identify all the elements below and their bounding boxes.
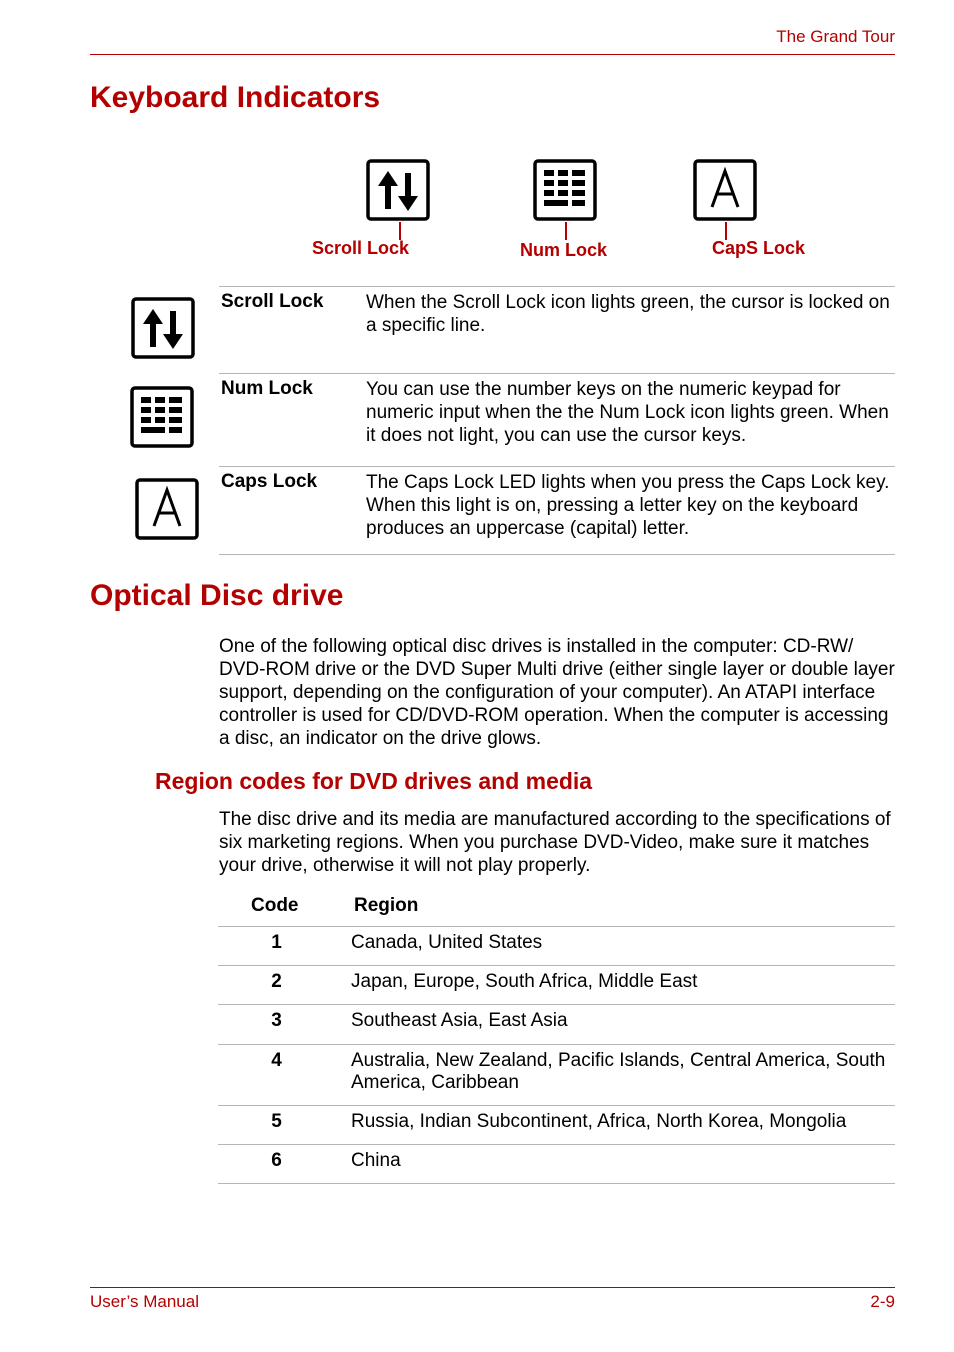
indicator-term: Scroll Lock xyxy=(221,291,324,312)
keyboard-indicators-heading: Keyboard Indicators xyxy=(90,81,381,114)
region-name: Russia, Indian Subcontinent, Africa, North Korea, Mongolia xyxy=(351,1111,847,1132)
indicator-row-scroll-lock xyxy=(219,286,895,373)
table-row xyxy=(218,1145,895,1184)
indicator-row-num-lock xyxy=(219,373,895,466)
region-code: 2 xyxy=(271,971,282,992)
column-header-code: Code xyxy=(251,895,299,916)
region-code-table xyxy=(218,888,895,1184)
region-code: 1 xyxy=(271,932,282,953)
figure-label-caps-lock: CapS Lock xyxy=(712,238,806,258)
region-code: 3 xyxy=(271,1010,282,1031)
column-header-region: Region xyxy=(354,895,419,916)
optical-disc-paragraph: One of the following optical disc drives is installed in the computer: CD-RW/ DVD-ROM drive or the DVD Super Multi drive (either single layer or double layer support, depending on the configuration of your computer). An ATAPI interface controller is used for CD/DVD-ROM operation. When the computer is accessing a disc, an indicator on the drive glows. xyxy=(219,636,895,749)
indicator-term: Caps Lock xyxy=(221,471,318,492)
region-name: Australia, New Zealand, Pacific Islands, Central America, South America, Caribbean xyxy=(351,1050,886,1093)
num-lock-icon xyxy=(130,386,194,450)
figure-label-num-lock: Num Lock xyxy=(520,240,608,260)
scroll-lock-icon xyxy=(131,297,195,361)
region-name: Japan, Europe, South Africa, Middle East xyxy=(351,971,698,992)
indicator-row-caps-lock xyxy=(219,466,895,555)
scroll-lock-icon xyxy=(366,159,430,223)
region-name: China xyxy=(351,1150,401,1171)
indicator-description: When the Scroll Lock icon lights green, the cursor is locked on a specific line. xyxy=(366,292,890,336)
region-name: Canada, United States xyxy=(351,932,543,953)
caps-lock-icon xyxy=(135,478,199,542)
region-code: 6 xyxy=(271,1150,282,1171)
table-row xyxy=(218,1045,895,1106)
running-header: The Grand Tour xyxy=(776,27,895,46)
region-name: Southeast Asia, East Asia xyxy=(351,1010,568,1031)
region-code: 4 xyxy=(271,1050,282,1071)
num-lock-icon xyxy=(533,159,597,223)
table-row xyxy=(218,1005,895,1045)
num-lock-leader xyxy=(565,222,567,240)
region-table-header xyxy=(218,888,895,927)
indicator-table xyxy=(219,286,895,555)
indicator-description: The Caps Lock LED lights when you press the Caps Lock key. When this light is on, pressing a letter key on the keyboard produces an uppercase (capital) letter. xyxy=(366,472,890,539)
indicator-term: Num Lock xyxy=(221,378,313,399)
footer-rule xyxy=(90,1287,895,1288)
table-row xyxy=(218,1106,895,1145)
page-number: 2-9 xyxy=(870,1292,895,1311)
caps-lock-icon xyxy=(693,159,757,223)
region-codes-heading: Region codes for DVD drives and media xyxy=(155,768,593,794)
footer-manual-title: User’s Manual xyxy=(90,1292,199,1311)
indicator-description: You can use the number keys on the numeric keypad for numeric input when the the Num Lock icon lights green. When it does not light, you can use the cursor keys. xyxy=(366,379,889,446)
header-rule xyxy=(90,54,895,55)
region-code: 5 xyxy=(271,1111,282,1132)
region-codes-paragraph: The disc drive and its media are manufactured according to the specifications of six marketing regions. When you purchase DVD-Video, make sure it matches your drive, otherwise it will not play properly. xyxy=(219,809,891,876)
optical-disc-heading: Optical Disc drive xyxy=(90,579,344,612)
table-row xyxy=(218,927,895,966)
table-row xyxy=(218,966,895,1005)
figure-label-scroll-lock: Scroll Lock xyxy=(312,238,410,258)
